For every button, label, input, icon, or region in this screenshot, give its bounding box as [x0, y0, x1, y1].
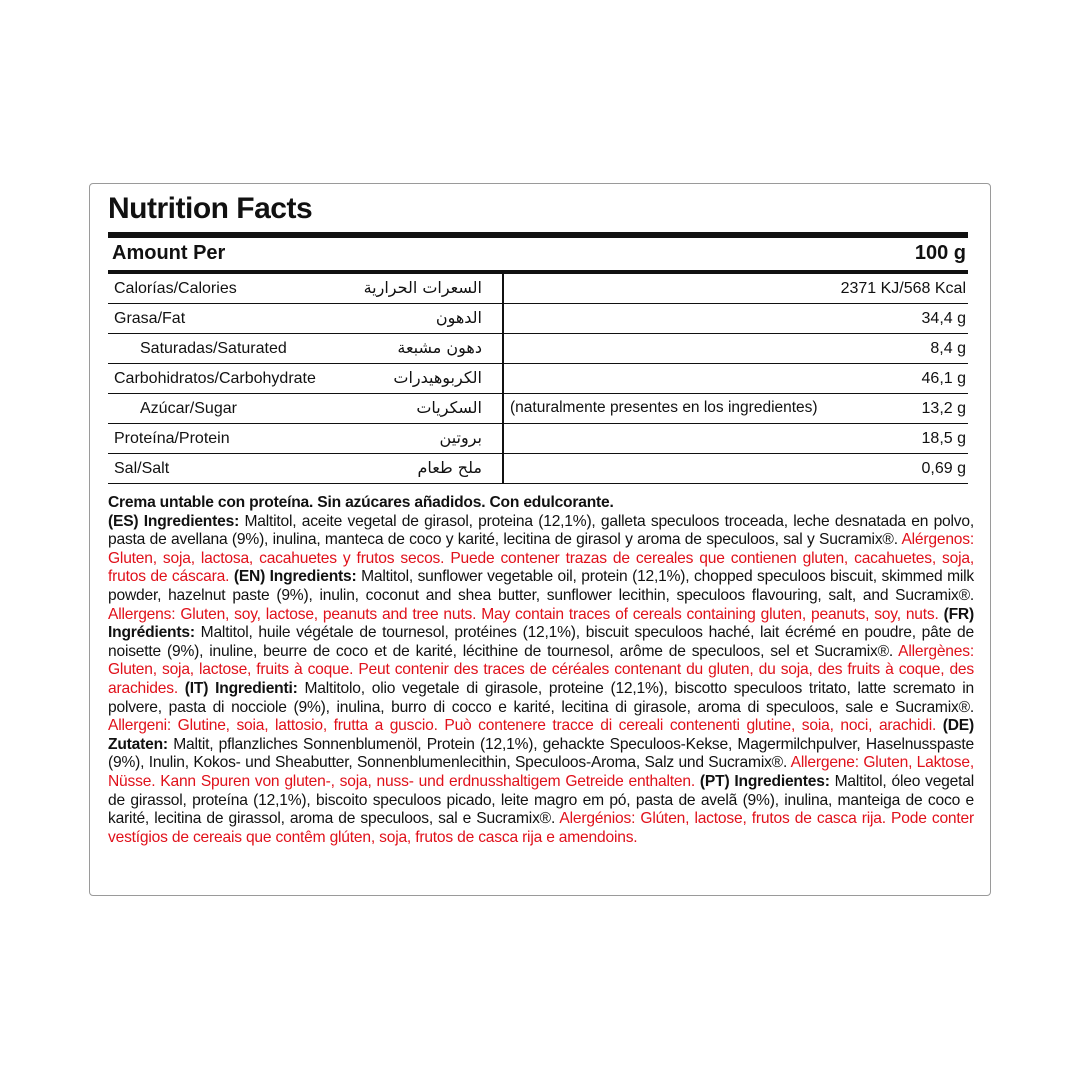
nutrient-name: Sal/Salt [114, 460, 170, 477]
nutrient-name-arabic: ملح طعام [417, 458, 482, 477]
nutrient-value: 34,4 g [921, 310, 966, 327]
nutrition-title: Nutrition Facts [108, 192, 313, 225]
nutrient-name: Proteína/Protein [114, 430, 230, 447]
allergens-en: Allergens: Gluten, soy, lactose, peanuts and tree nuts. May contain traces of cereals containing gluten, peanuts, soy, nuts. [108, 605, 939, 623]
nutrient-row-saturated [108, 334, 968, 364]
amount-per-label: Amount Per [112, 242, 226, 264]
allergens-it: Allergeni: Glutine, soia, lattosio, frutta a guscio. Può contenere tracce di cereali contenenti glutine, soia, noci, arachidi. [108, 717, 937, 735]
nutrient-note: (naturalmente presentes en los ingredientes) [510, 399, 818, 416]
allergens-fr: Allergènes: Gluten, soja, lactose, fruits à coque. Peut contenir des traces de céréales contenant du gluten, du soja, des fruits à coque, des arachides. [108, 642, 974, 697]
nutrient-name-arabic: بروتين [439, 428, 482, 447]
ingredients-label-pt: (PT) Ingredientes: [694, 772, 830, 790]
column-divider [502, 394, 504, 423]
column-divider [502, 364, 504, 393]
ingredients-label-fr: (FR) Ingrédients: [108, 605, 974, 642]
amount-per-row [112, 240, 966, 268]
nutrient-name-arabic: دهون مشبعة [397, 338, 482, 357]
column-divider [502, 304, 504, 333]
product-description: Crema untable con proteína. Sin azúcares añadidos. Con edulcorante. [108, 494, 614, 511]
nutrient-row-calories [108, 274, 968, 304]
column-divider [502, 454, 504, 483]
nutrient-row-protein [108, 424, 968, 454]
ingredients-text-it: Maltitolo, olio vegetale di girasole, proteine (12,1%), biscotto speculoos tritato, latte scremato in polvere, pasta di nocciole (9%), inulina, burro di cocco e karité, lecitina di girasole, aroma di speculoos, sale e Sucramix®. [108, 679, 974, 716]
nutrient-table [108, 274, 968, 484]
nutrient-value: 0,69 g [921, 460, 966, 477]
nutrient-name: Saturadas/Saturated [140, 340, 287, 357]
nutrient-row-carbohydrate [108, 364, 968, 394]
nutrient-value: 2371 KJ/568 Kcal [840, 280, 966, 297]
ingredients-text-pt: Maltitol, óleo vegetal de girassol, proteína (12,1%), biscoito speculoos picado, leite magro em pó, pasta de avelã (9%), inulina, manteiga de coco e karité, lecitina de girassol, aroma de speculoos, sal e Sucramix®. [108, 772, 974, 828]
nutrient-value: 18,5 g [921, 430, 966, 447]
ingredients-label-de: (DE) Zutaten: [108, 717, 974, 753]
column-divider [502, 424, 504, 453]
allergens-de: Allergene: Gluten, Laktose, Nüsse. Kann Spuren von gluten-, soja, nuss- und erdnusshaltigem Getreide enthalten. [108, 754, 974, 790]
nutrient-row-sugar [108, 394, 968, 424]
column-divider [502, 334, 504, 363]
nutrient-name: Carbohidratos/Carbohydrate [114, 370, 316, 387]
nutrient-name-arabic: السعرات الحرارية [363, 278, 482, 297]
ingredients-label-it: (IT) Ingredienti: [177, 679, 298, 697]
thick-rule [108, 232, 968, 238]
allergens-pt: Alergénios: Glúten, lactose, frutos de casca rija. Pode conter vestígios de cereais que contêm glúten, soja, frutos de casca rija e amendoins. [108, 810, 974, 846]
ingredients-text-fr: Maltitol, huile végétale de tournesol, protéines (12,1%), biscuit speculoos haché, lait écrémé en poudre, pâte de noisette (9%), inuline, beurre de coco et de karité, lécithine de tournesol, arôme de speculoos, sel et Sucramix®. [108, 624, 974, 660]
nutrient-name-arabic: الكربوهيدرات [393, 368, 482, 387]
ingredients-label-es: (ES) Ingredientes: [108, 512, 240, 530]
nutrient-value: 13,2 g [921, 400, 966, 417]
nutrient-value: 46,1 g [921, 370, 966, 387]
nutrient-name: Azúcar/Sugar [140, 400, 237, 417]
ingredients-text-es: Maltitol, aceite vegetal de girasol, proteina (12,1%), galleta speculoos troceada, leche desnatada en polvo, pasta de avellana (9%), inulina, manteca de coco y karité, lecitina de girasol y aroma de speculoos, sal y Sucramix®. [108, 512, 974, 549]
ingredients-block [108, 494, 974, 847]
nutrient-row-salt [108, 454, 968, 484]
column-divider [502, 274, 504, 303]
ingredients-text-en: Maltitol, sunflower vegetable oil, protein (12,1%), chopped speculoos biscuit, skimmed milk powder, hazelnut paste (9%), inulin, coconut and shea butter, sunflower lecithin, speculoos flavouring, salt, and Sucramix®. [108, 568, 975, 604]
nutrient-value: 8,4 g [930, 340, 966, 357]
nutrient-name-arabic: الدهون [435, 308, 482, 327]
allergens-es: Alérgenos: Gluten, soja, lactosa, cacahuetes y frutos secos. Puede contener trazas de cereales que contienen gluten, cacahuetes, soja, frutos de cáscara. [108, 531, 974, 586]
nutrient-name-arabic: السكريات [416, 398, 482, 417]
nutrition-panel [89, 183, 991, 896]
amount-per-value: 100 g [914, 242, 966, 264]
nutrient-name: Grasa/Fat [114, 310, 186, 327]
ingredients-label-en: (EN) Ingredients: [229, 568, 357, 586]
nutrient-row-fat [108, 304, 968, 334]
nutrient-name: Calorías/Calories [114, 280, 237, 297]
ingredients-text-de: Maltit, pflanzliches Sonnenblumenöl, Protein (12,1%), gehackte Speculoos-Kekse, Magermilchpulver, Haselnusspaste (9%), Inulin, Kokos- und Sheabutter, Sonnenblumenlecithin, Speculoos-Aroma, Salz und Sucramix®. [108, 735, 974, 772]
